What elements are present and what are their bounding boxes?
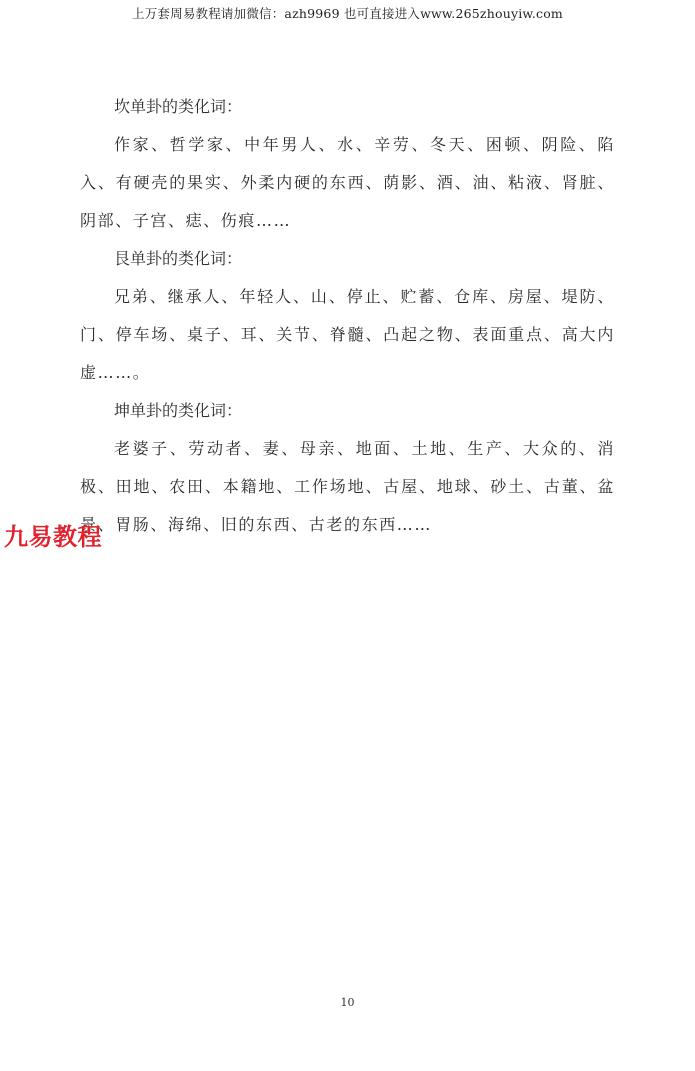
section-body-kun: 老婆子、劳动者、妻、母亲、地面、土地、生产、大众的、消极、田地、农田、本籍地、工作场地、古屋、地球、砂土、古董、盆景、胃肠、海绵、旧的东西、古老的东西……: [80, 439, 615, 534]
section-heading-gen: 艮单卦的类化词：: [114, 249, 243, 268]
section-heading-kan: 坎单卦的类化词：: [114, 97, 243, 116]
section-body-gen: 兄弟、继承人、年轻人、山、停止、贮蓄、仓库、房屋、堤防、门、停车场、桌子、耳、关节、脊髓、凸起之物、表面重点、高大内虚……。: [80, 287, 615, 382]
document-body: [80, 88, 615, 544]
page-number: 10: [340, 996, 355, 1009]
section-body-kan: 作家、哲学家、中年男人、水、辛劳、冬天、困顿、阴险、陷入、有硬壳的果实、外柔内硬的东西、荫影、酒、油、粘液、肾脏、阴部、子宫、痣、伤痕……: [80, 135, 615, 230]
page-header-banner: 上万套周易教程请加微信：azh9969 也可直接进入www.265zhouyiw.com: [132, 6, 563, 21]
watermark-logo: 九易教程: [4, 523, 102, 551]
section-heading-kun: 坤单卦的类化词：: [114, 401, 243, 420]
